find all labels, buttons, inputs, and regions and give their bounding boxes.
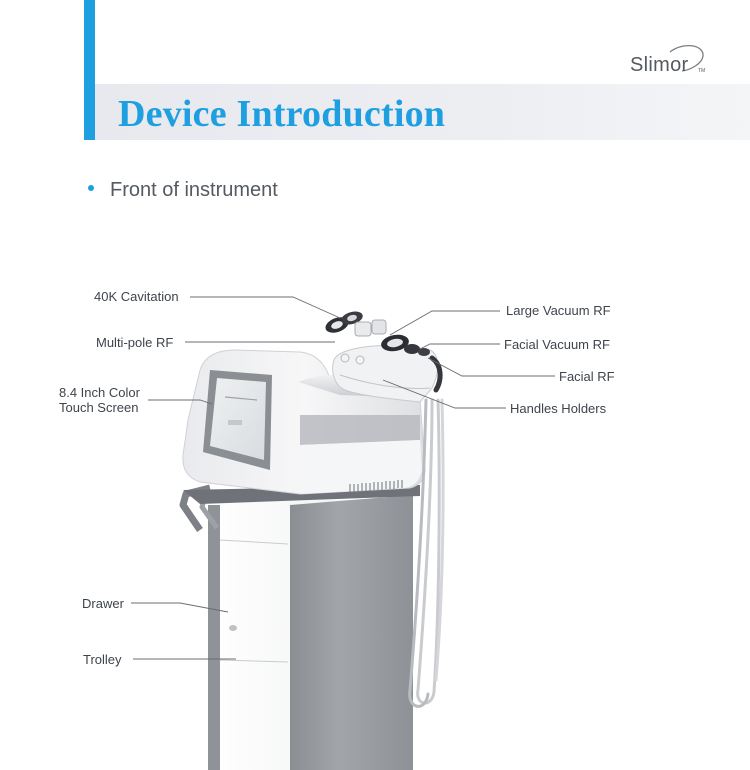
trolley xyxy=(208,495,413,770)
label-screen-line1: 8.4 Inch Color xyxy=(59,385,140,400)
label-multipole-rf: Multi-pole RF xyxy=(96,335,174,350)
label-facial-vacuum-rf: Facial Vacuum RF xyxy=(504,337,610,352)
label-drawer: Drawer xyxy=(82,596,124,611)
brand-name: Slimor xyxy=(630,54,689,76)
brand-trademark: TM xyxy=(698,68,706,74)
label-large-vacuum-rf: Large Vacuum RF xyxy=(506,303,611,318)
label-cavitation: 40K Cavitation xyxy=(94,289,179,304)
drawer-handle-icon xyxy=(229,625,237,631)
label-handles-holders: Handles Holders xyxy=(510,401,607,416)
label-facial-rf: Facial RF xyxy=(559,369,615,384)
label-trolley: Trolley xyxy=(83,652,122,667)
page-title: Device Introduction xyxy=(118,93,446,135)
section-subtitle: Front of instrument xyxy=(110,179,278,201)
label-screen-line2: Touch Screen xyxy=(59,400,139,415)
